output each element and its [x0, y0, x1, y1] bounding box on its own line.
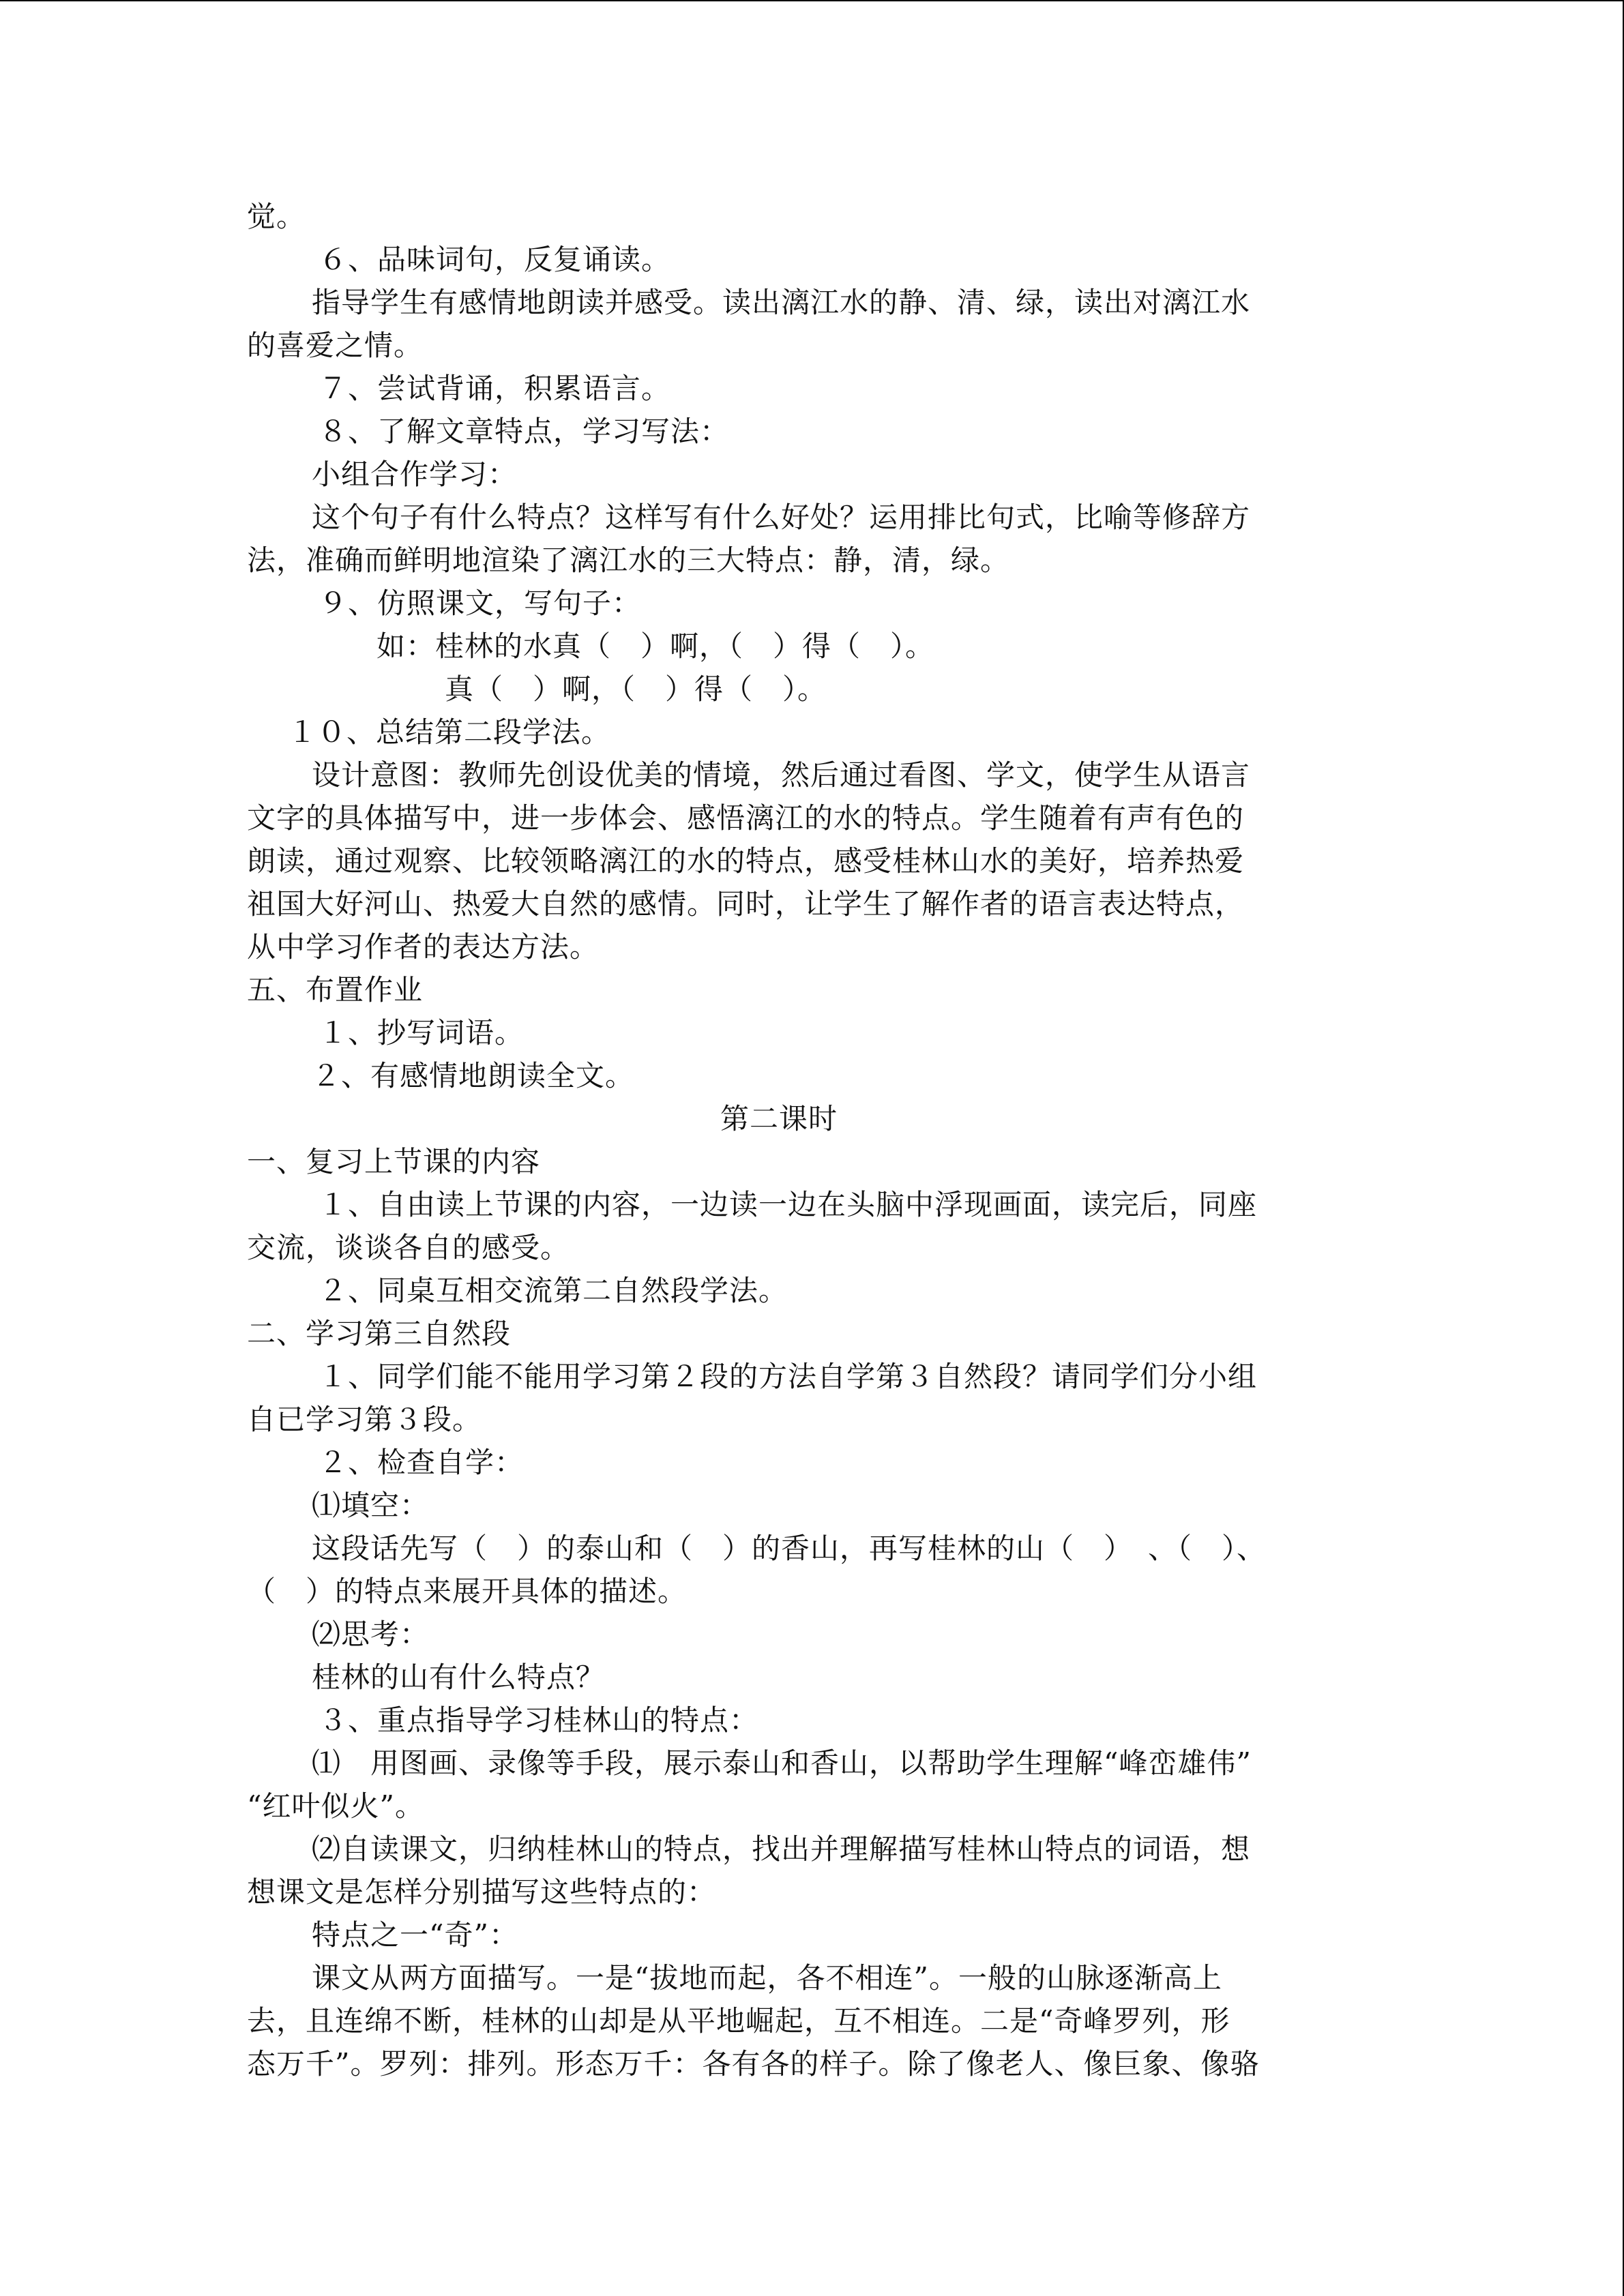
text-line: 法，准确而鲜明地渲染了漓江水的三大特点：静，清，绿。: [247, 543, 1010, 577]
text-line: 觉。: [247, 200, 306, 233]
text-line: ９、仿照课文，写句子：: [319, 586, 642, 620]
text-line: 一、复习上节课的内容: [247, 1145, 541, 1178]
text-line: 指导学生有感情地朗读并感受。读出漓江水的静、清、绿，读出对漓江水: [312, 286, 1251, 319]
text-line: ⑵思考：: [312, 1617, 430, 1651]
text-line: 的喜爱之情。: [247, 329, 424, 362]
text-line: 如：桂林的水真（ ）啊，（ ）得（ ）。: [377, 629, 935, 663]
text-line: 想课文是怎样分别描写这些特点的：: [247, 1875, 717, 1909]
text-line: ２、同桌互相交流第二自然段学法。: [319, 1274, 788, 1307]
text-line: 桂林的山有什么特点？: [312, 1660, 606, 1694]
text-line: １、同学们能不能用学习第２段的方法自学第３自然段？请同学们分小组: [319, 1360, 1258, 1393]
text-line: 小组合作学习：: [312, 458, 518, 491]
text-line: 课文从两方面描写。一是“拔地而起，各不相连”。一般的山脉逐渐高上: [312, 1961, 1222, 1995]
text-line: 自已学习第３段。: [247, 1403, 482, 1436]
text-line: ２、检查自学：: [319, 1446, 525, 1479]
text-line: 交流，谈谈各自的感受。: [247, 1231, 570, 1264]
text-line: 二、学习第三自然段: [247, 1317, 512, 1350]
text-line: ６、品味词句，反复诵读。: [319, 243, 671, 276]
text-line: 真（ ）啊，（ ）得（ ）。: [445, 672, 827, 706]
text-line: 文字的具体描写中，进一步体会、感悟漓江的水的特点。学生随着有声有色的: [247, 801, 1245, 835]
text-line: （ ）的特点来展开具体的描述。: [247, 1575, 688, 1608]
text-line: ８、了解文章特点，学习写法：: [319, 415, 730, 448]
document-body: [247, 195, 1386, 2085]
text-line: 朗读，通过观察、比较领略漓江的水的特点，感受桂林山水的美好，培养热爱: [247, 844, 1245, 878]
text-line: 态万千”。罗列：排列。形态万千：各有各的样子。除了像老人、像巨象、像骆: [247, 2047, 1260, 2081]
text-line: 这段话先写（ ）的泰山和（ ）的香山，再写桂林的山（ ） 、（ ）、: [312, 1532, 1267, 1565]
text-line: １、自由读上节课的内容，一边读一边在头脑中浮现画面，读完后，同座: [319, 1188, 1258, 1221]
text-line: ⑴填空：: [312, 1489, 430, 1522]
text-line: 去，且连绵不断，桂林的山却是从平地崛起，互不相连。二是“奇峰罗列，形: [247, 2004, 1230, 2038]
text-line: 祖国大好河山、热爱大自然的感情。同时，让学生了解作者的语言表达特点，: [247, 887, 1245, 921]
text-line: 五、布置作业: [247, 973, 424, 1007]
text-line: ２、有感情地朗读全文。: [312, 1059, 635, 1092]
text-line: ３、重点指导学习桂林山的特点：: [319, 1703, 759, 1737]
text-line: 第二课时: [720, 1102, 838, 1135]
text-line: １０、总结第二段学法。: [288, 715, 611, 749]
text-line: ７、尝试背诵，积累语言。: [319, 372, 671, 405]
text-line: 这个句子有什么特点？这样写有什么好处？运用排比句式，比喻等修辞方: [312, 501, 1251, 534]
text-line: “红叶似火”。: [247, 1789, 424, 1823]
text-line: 设计意图：教师先创设优美的情境，然后通过看图、学文，使学生从语言: [312, 758, 1251, 792]
text-line: ⑴ 用图画、录像等手段，展示泰山和香山，以帮助学生理解“峰峦雄伟”: [312, 1746, 1252, 1780]
text-line: 特点之一“奇”：: [312, 1918, 518, 1952]
text-line: １、抄写词语。: [319, 1016, 525, 1049]
text-line: ⑵自读课文，归纳桂林山的特点，找出并理解描写桂林山特点的词语，想: [312, 1832, 1251, 1866]
text-line: 从中学习作者的表达方法。: [247, 930, 600, 964]
